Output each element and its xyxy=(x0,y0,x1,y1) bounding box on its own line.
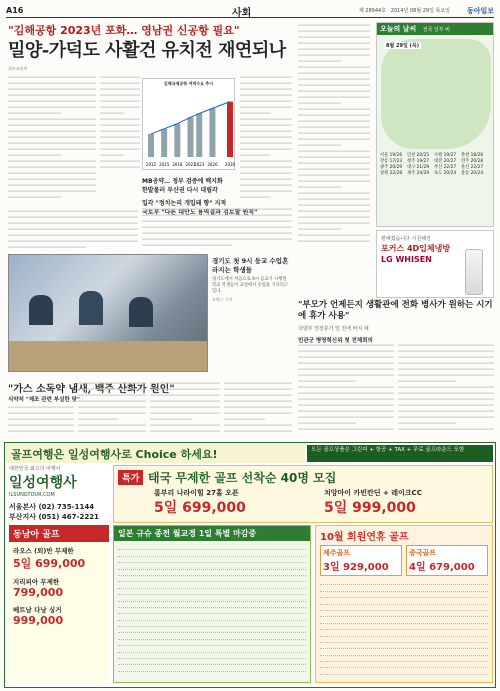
chart-tick-label: 2026 xyxy=(207,162,218,167)
special-right-sub: 치앙마이 카빈칸딘 + 레이크CC xyxy=(324,489,422,497)
agency-name: 일성여행사 xyxy=(9,475,77,491)
special-left-price: 5일 699,000 xyxy=(154,500,246,516)
chart-tick-label: 2018 xyxy=(172,162,183,167)
main-body-col3 xyxy=(142,206,292,250)
pull-quote-2: 한발물러 부산권 다시 대립각 xyxy=(142,187,218,194)
chart-svg xyxy=(143,89,234,169)
main-body-col5 xyxy=(240,74,292,204)
ad-row xyxy=(320,668,488,674)
passenger-chart xyxy=(142,78,235,170)
jeju-a: 제주골프 xyxy=(323,549,351,557)
jeju-price-b: 4일 679,000 xyxy=(409,562,475,573)
bottom-headline: "가스 소독약 냄새, 백주 산화가 원인" xyxy=(8,384,175,395)
weather-city: 춘천 18/26 xyxy=(461,153,484,158)
laos-title: 라오스 (퇴)반 무제한 xyxy=(13,547,74,555)
aircon-tagline: 편해졌습니다 시원해진 xyxy=(381,236,431,242)
aircon-ad xyxy=(376,230,494,298)
jiripia-price: 799,000 xyxy=(13,586,64,599)
weather-city: 인천 20/25 xyxy=(407,153,430,158)
weather-subtitle: 전국 일부 비 xyxy=(422,27,451,33)
aircon-brand: LG WHISEN xyxy=(381,255,432,264)
special-label: 특가 xyxy=(118,470,143,485)
today-label: 8월 29일 (목) xyxy=(386,43,419,49)
main-body-col1 xyxy=(8,74,96,204)
busan-phone: 부산지사 (051) 467-2221 xyxy=(9,513,99,521)
newspaper-logo: 동아일보 xyxy=(466,7,494,15)
golf-top-headline: 골프여행은 일성여행사로 Choice 하세요! xyxy=(5,443,305,463)
classroom-photo xyxy=(8,254,208,372)
pull-quote-1: MB공약… 정부 검증에 백지화 xyxy=(142,178,223,185)
seoul-phone: 서울본사 (02) 735-1144 xyxy=(9,503,95,511)
chart-title: 김해국제공항 여객수요 추이 xyxy=(163,81,214,86)
bottom-subhead: 식약처 "제조 관련 부실한 탓" xyxy=(8,397,80,403)
special-left-sub: 롬부리 나라이힐 27홀 오픈 xyxy=(154,489,239,497)
weather-title: 오늘의 날씨 xyxy=(380,25,417,33)
laos-price: 5일 699,000 xyxy=(13,557,86,570)
chart-tick-label: 2021 xyxy=(185,162,196,167)
main-kicker: "김해공항 2023년 포화… 영남권 신공항 필요" xyxy=(8,24,240,37)
weather-city: 제주 24/29 xyxy=(407,171,430,176)
weather-city: 광주 20/29 xyxy=(380,165,403,170)
weather-city: 서울 19/26 xyxy=(380,153,403,158)
weather-city: 전주 20/28 xyxy=(461,159,484,164)
weather-city: 강릉 17/23 xyxy=(380,159,403,164)
chart-bar xyxy=(148,134,154,157)
ad-row xyxy=(118,665,306,671)
jeju-b: 중국골프 xyxy=(409,549,437,557)
section-title: 사회 xyxy=(232,8,252,19)
weather-table xyxy=(380,153,492,177)
main-body-col4 xyxy=(8,208,138,250)
chart-tick-label: 2030 xyxy=(224,162,236,167)
chart-tick-label: 2023 xyxy=(194,162,205,167)
middle-body-col xyxy=(298,22,370,247)
thailand-special xyxy=(113,465,493,523)
bottom-body-col4 xyxy=(224,380,292,437)
photo-headline: 경기도 첫 9시 등교 수업혼라지는 학생들 xyxy=(212,257,289,274)
chart-tick-label: 2015 xyxy=(159,162,170,167)
weather-city: 울릉 20/24 xyxy=(461,171,484,176)
chart-bar xyxy=(196,113,202,157)
right-body-col2 xyxy=(398,342,494,437)
photo-credit-2: 오명근 기자 xyxy=(212,297,233,302)
page-header xyxy=(6,4,494,18)
weather-city: 독도 20/24 xyxy=(434,171,457,176)
weather-city: 청주 19/27 xyxy=(407,159,430,164)
chart-bar xyxy=(188,117,194,157)
jeju-title: 10월 회원연휴 골프 xyxy=(320,532,409,543)
japan-title: 일본 규슈 종전 월교경 1일 특별 마감중 xyxy=(114,526,310,541)
chart-bar xyxy=(174,124,180,157)
photo-credit: 국토교통부 xyxy=(8,66,28,71)
jeju-price-a: 3일 929,000 xyxy=(323,562,389,573)
aircon-product: 포커스 4D입체냉방 xyxy=(381,244,451,253)
bottom-body-col1 xyxy=(8,404,74,437)
chart-bar xyxy=(161,129,167,157)
vietnam-title: 베트남 다낭 싱거 xyxy=(13,606,62,614)
right-body-col1 xyxy=(298,342,394,437)
bottom-body-col2 xyxy=(78,380,146,437)
right-headline: "부모가 언제든지 생활관에 전화 병사가 원하는 시기에 휴가 사용" xyxy=(298,300,493,321)
weather-city: 수원 19/27 xyxy=(434,153,457,158)
pull-quote-4: 국토부 "다른 대안도 용역결과 검토할 원칙" xyxy=(142,209,258,216)
chart-bar xyxy=(227,102,233,157)
jeju-box xyxy=(315,525,493,683)
weather-city: 울산 22/27 xyxy=(461,165,484,170)
weather-city: 대전 20/27 xyxy=(434,159,457,164)
special-title: 태국 무제한 골프 선착순 40명 모집 xyxy=(148,471,337,485)
weather-city: 창원 22/28 xyxy=(380,171,403,176)
weather-box xyxy=(376,22,494,227)
dongnam-title: 동남아 골프 xyxy=(9,525,109,542)
bottom-body-col3 xyxy=(150,380,220,437)
southeast-asia-box xyxy=(9,525,109,683)
main-body-col2 xyxy=(100,74,140,174)
golf-ad xyxy=(4,442,496,688)
special-right-price: 5일 999,000 xyxy=(324,500,416,516)
agency-url: ILSUNGTOUR.COM xyxy=(9,492,55,498)
agency-line: 대한민국 최고의 여행사 xyxy=(9,466,61,472)
pull-quote-3: 일각 "정치논리 개입돼 향" 지적 xyxy=(142,200,227,207)
main-headline: 밀양-가덕도 사활건 유치전 재연되나 xyxy=(8,40,286,61)
chart-bar xyxy=(209,108,215,157)
issue-date: 제 28944호 · 2014년 08월 29일 목요일 xyxy=(358,8,450,14)
jiripia-title: 지리피아 무제한 xyxy=(13,578,60,586)
vietnam-price: 999,000 xyxy=(13,614,64,627)
japan-box xyxy=(113,525,311,683)
japan-rows xyxy=(114,541,310,675)
photo-caption: 경기도에서 처음으로 9시 등교가 시행된 학교 학생들이 교실에서 수업을 기다리고 있다. xyxy=(212,277,289,294)
jeju-rows xyxy=(316,576,492,678)
right-subhead: 민관군 병영혁신위 첫 전체회의 xyxy=(298,338,373,344)
korea-map xyxy=(381,39,491,149)
aircon-image xyxy=(465,249,483,295)
page-number: A16 xyxy=(6,6,24,15)
weather-city: 대구 21/29 xyxy=(407,165,430,170)
chart-tick-label: 2012 xyxy=(145,162,157,167)
golf-top-badge: 모든 골프상품은 그린피 + 항공 + TAX + 무료 골프라운드 포함 xyxy=(307,445,493,462)
weather-city: 부산 22/27 xyxy=(434,165,457,170)
right-byline: 국방부 권장휴가 일 전에 바지 예 xyxy=(298,326,369,332)
